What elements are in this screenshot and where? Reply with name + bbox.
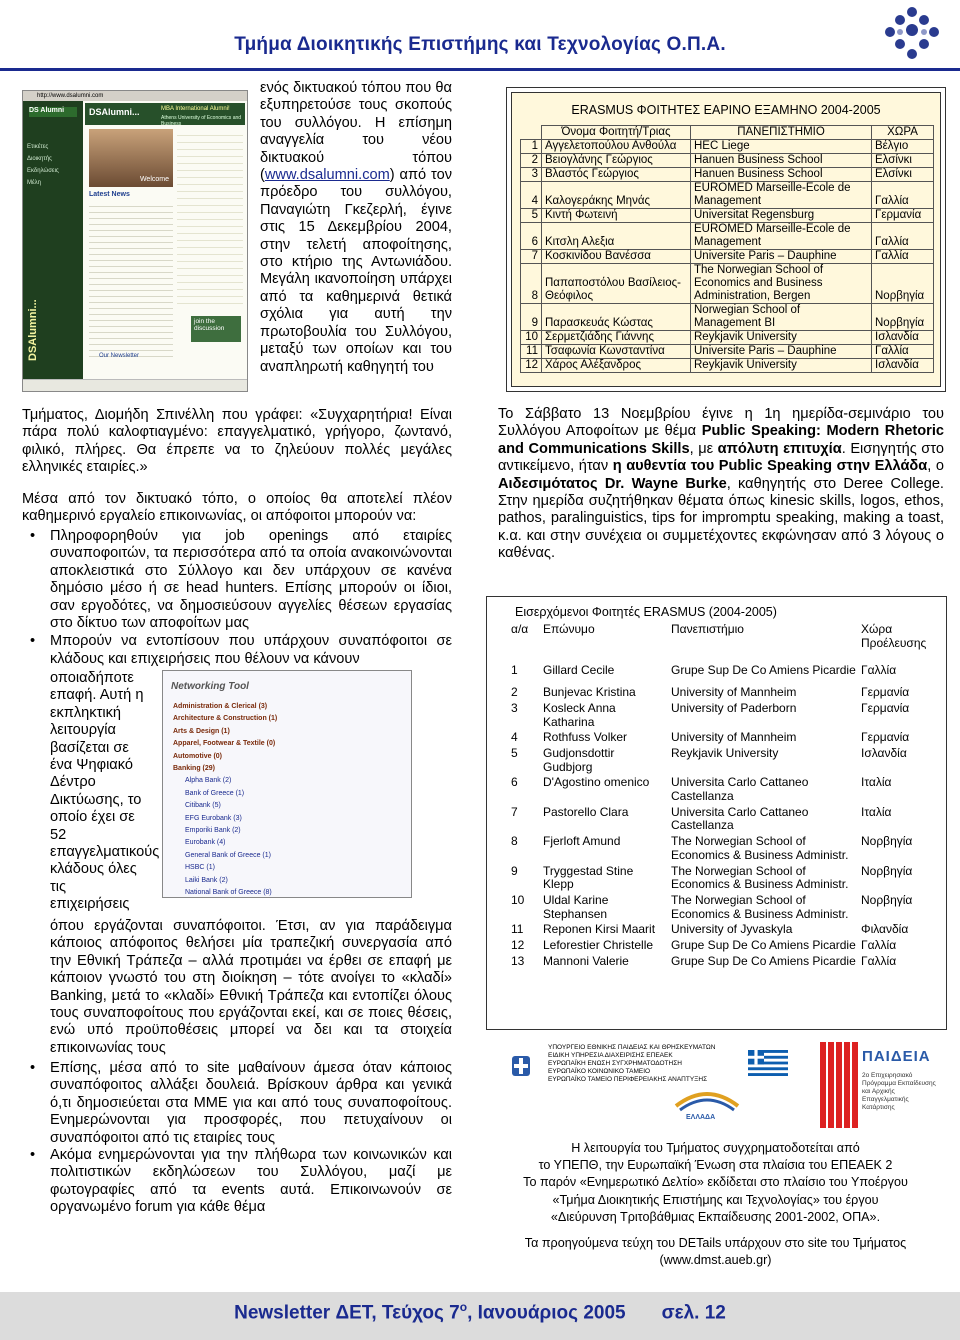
table-cell: 6 [511,775,518,790]
table-cell: Rothfuss Volker [543,730,628,745]
table-cell: Χάρος Αλέξανδρος [542,359,691,373]
sidebar-nav [23,141,83,189]
eu-cofunding: ΕΥΡΩΠΑΪΚΗ ΕΝΩΣΗ ΣΥΓΧΡΗΜΑΤΟΔΟΤΗΣΗ [548,1060,682,1067]
table-row [509,731,929,747]
table-cell: Παπαποστόλου Βασίλειος-Θεόφιλος [542,264,691,304]
intro-column-text [260,80,452,376]
funding-line: το ΥΠΕΠΘ, την Ευρωπαϊκή Ένωση στα πλαίσια του ΕΠΕΑΕΚ 2 [538,1158,893,1173]
funding-logos [486,1040,945,1132]
tree-leaf[interactable]: Alpha Bank (2) [185,777,232,785]
feature-bullet-jobs: • Πληροφορηθούν για job openings από εταιρίες συναποφοιτών, τα περισσότερα από τα οποία ανακοινώνονται αποκλειστικά στο Σύλλογο και δεν υπάρχουν σε κανένα δημόσιο μέσο ή σε head hunters. Επίσης μπορούν οι ίδιοι, σαν εργοδότες, να δημοσιεύσουν αγγελίες θέσεων εργασίας στο δίκτυο των αποφοίτων μας [22,528,452,632]
seminar-topic: Public Speaking: Modern Rhetoric and Communications Skills [498,423,944,457]
footer-page-number: σελ. 12 [661,1302,726,1324]
tree-leaf[interactable]: Bank of Greece (1) [185,789,245,797]
dsalumni-link[interactable]: www.dsalumni.com [264,167,390,184]
feature-bullet-news: • Επίσης, μέσα από το site μαθαίνουν άμεσα όταν κάποιος συναπόφοιτος αλλάξει δουλειά. Βρίσκουν άρθρα και γενικά ό,τι δημοσιεύεται στα ΜΜΕ για και από τους συναποφοίτους. Ενημερώνονται για προσφορές, που πετυχαίνουν οι συναπόφοιτοι από τις εταιρίες τους [22,1060,452,1147]
table-cell: Grupe Sup De Co Amiens Picardie [671,953,856,968]
table-cell: Ελσίνκι [872,168,934,182]
site-banner [85,103,245,125]
footer-issue-superscript: ο [459,1300,468,1314]
sidebar-nav-item[interactable]: Μέλη [27,180,42,186]
table-cell: 11 [511,922,524,937]
table-cell: 9 [511,863,518,878]
table-cell: Ισλανδία [872,359,934,373]
table-cell: Reykjavik University [691,359,872,373]
table-cell: Hanuen Business School [691,168,872,182]
ellada-logo-label: ΕΛΛΑΔΑ [686,1114,716,1121]
seminar-speaker-authority: η αυθεντία του Public Speaking στην Ελλάδα [612,458,928,475]
site-right-column [177,129,243,309]
erasmus-outgoing-title: ERASMUS ΦΟΙΤΗΤΕΣ ΕΑΡΙΝΟ ΕΞΑΜΗΝΟ 2004-2005 [571,103,881,117]
table-cell: The Norwegian School of Economics & Business Administr. [671,863,849,892]
table-header-cell: ΧΩΡΑ [872,126,934,140]
table-cell: 2 [511,685,518,700]
table-cell: Grupe Sup De Co Amiens Picardie [671,663,856,678]
sidebar-nav-item[interactable]: Διοικητής [27,156,52,162]
tree-node[interactable]: Arts & Design (1) [173,727,230,735]
erasmus-incoming-box [486,596,947,1030]
table-cell: Νορβηγία [861,863,913,878]
table-cell: Νορβηγία [861,834,913,849]
table-cell: Βειογλάνης Γεώργιος [542,154,691,168]
seminar-text: , με [689,440,718,457]
paideia-logo-title: ΠΑΙΔΕΙΑ [862,1048,931,1065]
table-row [509,923,929,939]
table-row [521,209,934,223]
table-cell: Ιταλία [861,775,892,790]
table-cell: 9 [521,304,542,331]
table-row [521,154,934,168]
sidebar-vertical-label: DSAlumni... [27,299,39,361]
table-cell: Γερμανία [861,685,910,700]
table-cell: Universite Paris – Dauphine [691,345,872,359]
funding-line: «Τμήμα Διοικητικής Επιστήμης και Τεχνολογίας» του έργου [552,1192,879,1207]
table-cell: 5 [511,745,518,760]
seminar-text: Το Σάββατο 13 Νοεμβρίου έγινε η 1η ημερίδα-σεμινάριο του Συλλόγου Αποφοίτων με θέμα [498,406,944,440]
sidebar-nav-item[interactable]: Ετικέτες [27,144,49,150]
table-cell: 12 [511,938,525,953]
table-cell: Κιτσλη Αλεξια [542,223,691,250]
table-cell: The Norwegian School of Economics & Business Administr. [671,834,849,862]
site-footer [23,379,247,392]
table-cell: 7 [511,804,518,819]
table-cell: Grupe Sup De Co Amiens Picardie [671,938,856,953]
table-cell: Νορβηγία [861,892,913,907]
table-cell: Kosleck Anna Katharina [543,700,616,729]
table-cell: Fjerloft Amund [543,834,621,849]
table-cell: 3 [511,700,518,715]
table-cell: Tryggestad Stine Klepp [543,863,634,892]
table-row [509,835,929,864]
quote-paragraph: Τμήματος, Διομήδη Σπινέλλη που γράφει: «Συγχαρητήρια! Είναι πάρα πολύ καλοφτιαγμένο: επαγγελματικό, γρήγορο, ζωντανό, φιλικό, πλήρες. Θα έπρεπε να το ζηλεύουν πολλές μεγάλες ελληνικές εταιρίες.» [22,407,452,476]
table-cell: 2 [521,154,542,168]
tree-node[interactable]: Apparel, Footwear & Textile (0) [173,740,276,748]
table-cell: Γαλλία [861,938,897,953]
tree-leaf[interactable]: Eurobank (4) [185,839,226,847]
eu-social-fund: ΕΥΡΩΠΑΪΚΟ ΚΟΙΝΩΝΙΚΟ ΤΑΜΕΙΟ [548,1068,651,1075]
table-row [509,865,929,894]
table-row [521,359,934,373]
tree-node[interactable]: Administration & Clerical (3) [173,703,268,710]
table-cell: Καλογεράκης Μηνάς [542,182,691,209]
site-sidebar [23,101,83,391]
table-cell: Νορβηγία [872,264,934,304]
tree-leaf[interactable]: Emporiki Bank (2) [185,827,241,835]
site-news-list [89,201,173,361]
table-cell: 13 [511,953,525,968]
site-banner-subtitle: MBA International Alumni! [161,106,230,112]
site-welcome: Welcome [139,176,169,183]
table-cell: 10 [521,331,542,345]
sidebar-nav-item[interactable]: Εκδηλώσεις [27,168,59,174]
table-cell: 7 [521,250,542,264]
site-banner-tagline: Athens University of Economics and Business [161,115,242,127]
table-cell: Bunjevac Kristina [543,685,636,700]
funding-line: «Διεύρυνση Τριτοβάθμιας Εκπαίδευσης 2001-2002, ΟΠΑ». [550,1209,881,1224]
tree-node[interactable]: Architecture & Construction (1) [173,715,278,723]
table-header-cell [521,126,542,140]
tree-node[interactable]: Automotive (0) [173,752,222,760]
browser-address-bar: http://www.dsalumni.com [23,91,248,101]
header-divider [0,68,960,71]
table-cell: Γερμανία [872,209,934,223]
table-cell: University of Mannheim [671,730,797,745]
table-cell: Γαλλία [872,182,934,209]
table-row [509,894,929,923]
table-row [521,304,934,331]
erasmus-incoming-table [509,623,929,970]
table-cell: Γαλλία [861,663,897,678]
table-cell: Reykjavik University [691,331,872,345]
table-cell: Βέλγιο [872,140,934,154]
table-cell: The Norwegian School of Economics and Business Administration, Bergen [691,264,872,304]
ministry-logo-text [548,1044,718,1084]
erasmus-outgoing-panel [511,92,941,387]
features-list-bottom [22,1060,452,1217]
table-cell: Gudjonsdottir Gudbjorg [543,745,615,774]
paideia-logo-pattern [820,1042,858,1128]
table-cell: Gillard Cecile [543,663,615,678]
dsalumni-website-screenshot [22,90,248,392]
table-cell: Leforestier Christelle [543,938,654,953]
tree-leaf[interactable]: Laiki Bank (2) [185,876,228,884]
table-cell: 11 [521,345,542,359]
table-row [509,939,929,955]
table-cell: Παρασκευάς Κώστας [542,304,691,331]
feature-bullet-events: • Ακόμα ενημερώνονται για την πλήθωρα των κοινωνικών και πολιτιστικών εκδηλώσεων του Συλλόγου, μαζί με φωτογραφίες από τα events αυτά. Επικοινωνούν σε οργανωμένο forum για κάθε θέμα [22,1147,452,1217]
table-header-cell: Όνομα Φοιτητή/Τριας [542,126,691,140]
site-latest-news-title: Latest News [89,191,130,198]
table-cell: Γαλλία [872,345,934,359]
table-row [509,664,929,686]
table-cell: Universitat Regensburg [691,209,872,223]
table-cell: 12 [521,359,542,373]
seminar-speaker-name: Αιδεσιμότατος Dr. Wayne Burke [498,475,727,492]
intro-text-part: ενός δικτυακού τόπου που θα εξυπηρετούσε τους σκοπούς του συλλόγου. Η επίσημη αναγγελία του νέου δικτυακού τόπου ( [260,80,452,184]
table-cell: Universite Paris – Dauphine [691,250,872,264]
table-cell: Ισλανδία [872,331,934,345]
table-cell: Κοσκινίδου Βανέσσα [542,250,691,264]
table-cell: Universita Carlo Cattaneo Castellanza [671,804,809,833]
tree-leaf[interactable]: HSBC (1) [185,864,215,872]
table-cell: Γαλλία [872,223,934,250]
greek-emblem-icon [504,1054,538,1078]
tree-leaf[interactable]: Citibank (5) [185,802,221,810]
table-row [509,776,929,805]
site-photo [89,129,173,187]
tree-leaf[interactable]: EFG Eurobank (3) [185,814,242,822]
table-cell: Ισλανδία [861,745,907,760]
site-newsletter-link[interactable]: Our Newsletter [99,353,140,359]
table-cell: HEC Liege [691,140,872,154]
paideia-logo [820,1042,940,1128]
table-cell: Γαλλία [872,250,934,264]
table-cell: Κιντή Φωτεινή [542,209,691,223]
ministry-office: ΕΙΔΙΚΗ ΥΠΗΡΕΣΙΑ ΔΙΑΧΕΙΡΙΣΗΣ ΕΠΕΑΕΚ [548,1052,673,1059]
table-cell: Βλαστός Γεώργιος [542,168,691,182]
seminar-text: . Εισηγητής στο αντικείμενο, ήταν [498,440,944,475]
table-cell: 10 [511,892,525,907]
table-row [509,747,929,776]
paideia-logo-subtitle: 2ο Επιχειρησιακό Πρόγραμμα Εκπαίδευσης και Αρχικής Επαγγελματικής Κατάρτισης [862,1072,936,1111]
table-row [509,702,929,731]
table-header-cell: α/α [511,622,529,636]
footer-newsletter-issue: Newsletter ΔΕΤ, Τεύχος 7 [234,1302,460,1324]
networking-tree [173,701,405,898]
table-cell: Νορβηγία [872,304,934,331]
table-row [509,686,929,702]
footer-date: , Ιανουάριος 2005 [467,1302,626,1324]
table-cell: Mannoni Valerie [543,953,629,968]
table-header-row [509,623,929,664]
erasmus-incoming-title: Εισερχόμενοι Φοιτητές ERASMUS (2004-2005) [515,605,777,619]
table-header-cell: Επώνυμο [543,622,595,636]
table-cell: University of Paderborn [671,700,797,715]
table-cell: 3 [521,168,542,182]
greek-flag-icon [748,1050,788,1076]
table-cell: Ελσίνκι [872,154,934,168]
table-cell: Γαλλία [861,953,897,968]
table-cell: Γερμανία [861,730,910,745]
seminar-paragraph [498,406,944,563]
previous-issues-line: Τα προηγούμενα τεύχη του DETails υπάρχουν στο site του Τμήματος [524,1236,907,1251]
table-cell: 4 [511,730,518,745]
table-cell: 8 [511,834,518,849]
table-header-row [521,126,934,140]
site-forum-banner[interactable]: join the discussion [191,316,241,342]
table-cell: 1 [511,663,518,678]
intro-text-part: ) από τον πρόεδρο του συλλόγου, Παναγιώτη Γκεζερλή, έγινε στις 15 Δεκεμβρίου 2004, στην τελετή αποφοίτησης, στο κτήριο της Αντωνιάδου. Μεγάλη ικανοποίηση υπάρχει από τα καθημερινά θετικά σχόλια για αυτή την πρωτοβουλία του Συλλόγου, μεταξύ των οποίων και του αναπληρωτή καθηγητή του [260,167,452,375]
table-row [521,140,934,154]
table-row [521,264,934,304]
feature-bullet-network-start: • Μπορούν να εντοπίσουν που υπάρχουν συναπόφοιτοι σε κλάδους και επιχειρήσεις που θέλουν να κάνουν [22,633,452,668]
table-row [521,250,934,264]
tree-leaf[interactable]: National Bank of Greece (8) [185,889,272,897]
table-header-cell: ΠΑΝΕΠΙΣΤΗΜΙΟ [691,126,872,140]
funding-notice [486,1140,945,1269]
table-row [521,223,934,250]
table-cell: Norwegian School of Management BI [691,304,872,331]
networking-tool-title: Networking Tool [171,681,249,692]
table-cell: Reykjavik University [671,745,779,760]
table-cell: Γερμανία [861,700,910,715]
seminar-text: , καθηγητής στο Deree College. Στην ημερίδα συζητήθηκαν θέματα όπως kinesic skills, logos, ethos, pathos, paralinguistics, tips for impromptu speaking, making a toast, κ.α. και στην συνέχεια οι συμμετέχοντες εκφώνησαν από 3 λόγους ο καθένας. [498,475,944,562]
table-row [509,806,929,835]
feature-network-narrow-text: οποιαδήποτε επαφή. Αυτή η εκπληκτική λειτουργία βασίζεται σε ένα Ψηφιακό Δέντρο Δικτύωσης, το οποίο έχει σε 52 επαγγελματικούς κλάδους όλες τις επιχειρήσεις [50,670,160,913]
site-banner-brand: DSAlumni... [89,107,140,117]
table-cell: University of Jyvaskyla [671,922,793,937]
funding-line: Το παρόν «Ενημερωτικό Δελτίο» εκδίδεται στο πλαίσιο του Υποέργου [523,1175,908,1190]
table-row [521,168,934,182]
table-cell: Pastorello Clara [543,804,629,819]
table-row [521,182,934,209]
ministry-name: ΥΠΟΥΡΓΕΙΟ ΕΘΝΙΚΗΣ ΠΑΙΔΕΙΑΣ ΚΑΙ ΘΡΗΣΚΕΥΜΑΤΩΝ [548,1044,716,1051]
table-header-cell: Πανεπιστήμιο [671,622,744,636]
table-cell: 5 [521,209,542,223]
table-cell: EUROMED Marseille-Ecole de Management [691,182,872,209]
funding-line: Η λειτουργία του Τμήματος συγχρηματοδοτείται από [571,1141,860,1155]
table-cell: 4 [521,182,542,209]
table-cell: 8 [521,264,542,304]
erasmus-outgoing-table [520,125,934,373]
table-cell: Ιταλία [861,804,892,819]
table-cell: Reponen Kirsi Maarit [543,922,656,937]
table-cell: University of Mannheim [671,685,797,700]
feature-network-continuation: όπου εργάζονται συναπόφοιτοι. Έτσι, αν για παράδειγμα κάποιος απόφοιτος θελήσει μία τραπεζική συνεργασία από την Εθνική Τράπεζα – αλλά προτιμάει να έρθει σε επαφή με κάποιον γνωστό του στη διοίκηση – τότε ανοίγει το «κλαδί» Banking, μετά το «κλαδί» Εθνική Τράπεζα και εντοπίζει όλους τους συναποφοίτους που εργάζονται εκεί, και σε ποιες θέσεις, ενώ υπό προϋποθέσεις μπορεί να δει και τα στοιχεία επικοινωνίας τους [50,918,452,1056]
features-intro-paragraph: Μέσα από τον δικτυακό τόπο, ο οποίος θα αποτελεί πλέον καθημερινό εργαλείο επικοινωνίας, οι απόφοιτοι μπορούν να: [22,491,452,525]
tree-leaf[interactable]: General Bank of Greece (1) [185,851,271,859]
department-logo-icon [884,6,940,62]
seminar-text: , ο [927,458,945,475]
footer-text [0,1300,960,1324]
eu-regional-fund: ΕΥΡΩΠΑΪΚΟ ΤΑΜΕΙΟ ΠΕΡΙΦΕΡΕΙΑΚΗΣ ΑΝΑΠΤΥΞΗΣ [548,1076,708,1083]
table-cell: D'Agostino omenico [543,775,650,790]
table-cell: Φιλανδία [861,922,909,937]
site-brand: DS Alumni [29,107,77,117]
table-header-cell: Χώρα Προέλευσης [861,622,927,650]
table-cell: Universita Carlo Cattaneo Castellanza [671,775,809,804]
table-cell: Αγγελετοπούλου Ανθούλα [542,140,691,154]
tree-node[interactable]: Banking (29) [173,765,216,773]
department-website-link[interactable]: (www.dmst.aueb.gr) [659,1253,772,1268]
table-cell: Uldal Karine Stephansen [543,892,609,921]
table-cell: Hanuen Business School [691,154,872,168]
erasmus-outgoing-box [506,87,946,392]
table-row [509,955,929,971]
seminar-success: απόλυτη επιτυχία [717,440,842,457]
table-cell: 1 [521,140,542,154]
table-cell: Σερμετζιάδης Γιάννης [542,331,691,345]
table-row [521,331,934,345]
page-header-title: Τμήμα Διοικητικής Επιστήμης και Τεχνολογίας Ο.Π.Α. [234,34,726,55]
table-cell: 6 [521,223,542,250]
table-row [521,345,934,359]
table-cell: Τσαφωνία Κωνσταντίνα [542,345,691,359]
features-list-top [22,528,452,668]
table-cell: The Norwegian School of Economics & Business Administr. [671,892,849,921]
table-cell: EUROMED Marseille-Ecole de Management [691,223,872,250]
networking-tool-screenshot [162,670,412,898]
